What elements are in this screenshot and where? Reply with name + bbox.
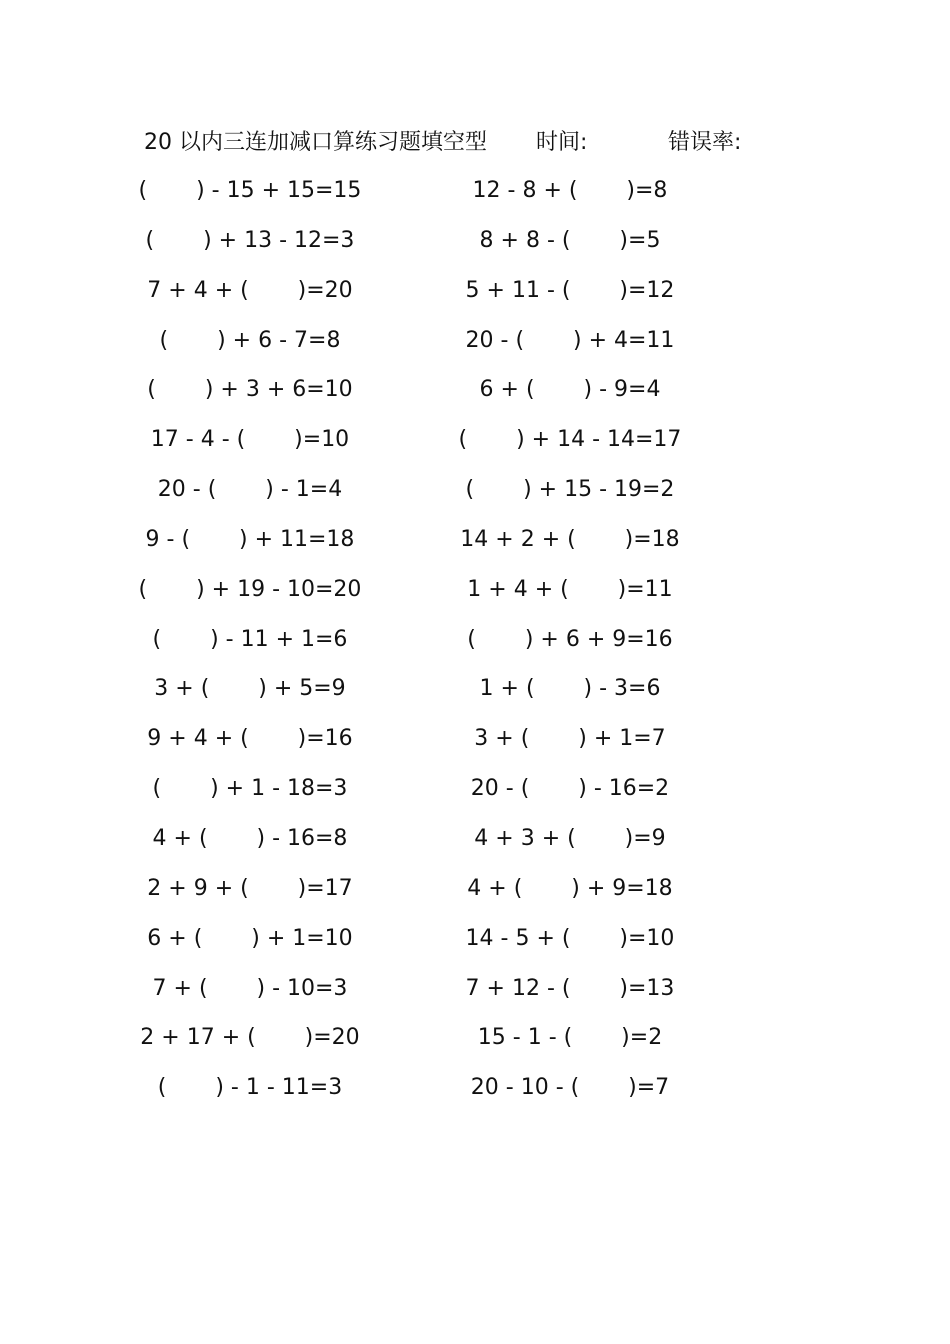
problem-item: ( ) - 11 + 1=6	[152, 626, 348, 652]
problem-item: 7 + 12 - ( )=13	[465, 975, 675, 1001]
problem-item: 20 - 10 - ( )=7	[470, 1075, 670, 1101]
problem-item: 17 - 4 - ( )=10	[150, 427, 350, 453]
problem-item: 2 + 9 + ( )=17	[147, 875, 353, 901]
problem-item: 1 + ( ) - 3=6	[479, 676, 661, 702]
problem-item: 20 - ( ) - 16=2	[470, 776, 670, 802]
problem-item: 3 + ( ) + 5=9	[154, 676, 346, 702]
problem-item: ( ) + 3 + 6=10	[147, 377, 353, 403]
problem-item: 4 + 3 + ( )=9	[474, 825, 666, 851]
problem-item: 3 + ( ) + 1=7	[474, 726, 666, 752]
problem-item: 9 - ( ) + 11=18	[145, 526, 355, 552]
problem-item: ( ) + 15 - 19=2	[465, 477, 675, 503]
right-problem-column	[450, 175, 690, 1122]
problem-item: 5 + 11 - ( )=12	[465, 277, 675, 303]
problem-item: ( ) + 1 - 18=3	[152, 776, 348, 802]
problem-item: 6 + ( ) - 9=4	[479, 377, 661, 403]
problem-item: ( ) - 15 + 15=15	[138, 178, 362, 203]
time-label: 时间:	[536, 130, 588, 155]
problem-item: 9 + 4 + ( )=16	[147, 726, 353, 752]
problem-item: ( ) + 13 - 12=3	[145, 227, 355, 253]
problem-item: 6 + ( ) + 1=10	[147, 925, 353, 951]
problem-item: 20 - ( ) + 4=11	[465, 327, 675, 353]
left-problem-column	[130, 175, 370, 1122]
problem-item: 14 + 2 + ( )=18	[460, 526, 680, 552]
worksheet-header	[144, 128, 784, 158]
worksheet-title: 20 以内三连加减口算练习题填空型	[144, 130, 487, 155]
problem-item: 12 - 8 + ( )=8	[472, 178, 668, 203]
problem-item: ( ) + 14 - 14=17	[458, 427, 682, 453]
problem-item: 4 + ( ) - 16=8	[152, 825, 348, 851]
problem-item: ( ) + 19 - 10=20	[138, 576, 362, 602]
problem-item: 7 + 4 + ( )=20	[147, 277, 353, 303]
problem-item: ( ) - 1 - 11=3	[157, 1075, 343, 1101]
problem-item: 1 + 4 + ( )=11	[467, 576, 673, 602]
problem-item: 4 + ( ) + 9=18	[467, 875, 673, 901]
problem-item: 2 + 17 + ( )=20	[140, 1025, 360, 1051]
problem-item: 8 + 8 - ( )=5	[479, 227, 661, 253]
problem-item: 7 + ( ) - 10=3	[152, 975, 348, 1001]
problem-item: 14 - 5 + ( )=10	[465, 925, 675, 951]
problem-item: ( ) + 6 - 7=8	[159, 327, 341, 353]
error-rate-label: 错误率:	[668, 130, 742, 155]
problem-item: 15 - 1 - ( )=2	[477, 1025, 663, 1051]
problem-item: 20 - ( ) - 1=4	[157, 477, 343, 503]
problem-item: ( ) + 6 + 9=16	[467, 626, 673, 652]
